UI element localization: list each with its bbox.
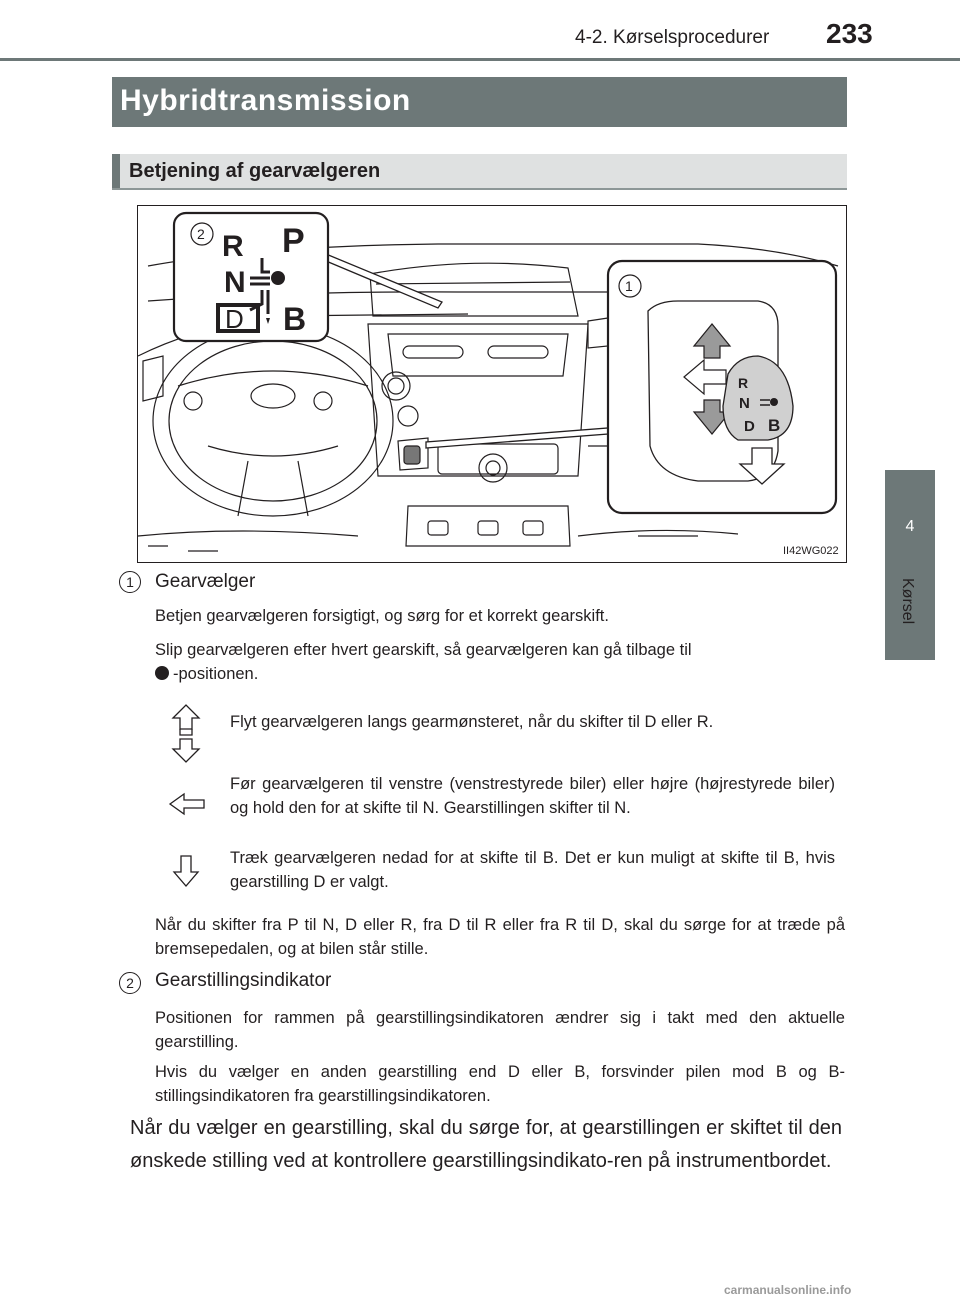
item-1-para-2-line-2: -positionen. bbox=[173, 665, 259, 683]
item-1-para-2 bbox=[155, 638, 845, 686]
item-1-para-1: Betjen gearvælgeren forsigtigt, og sørg for et korrekt gearskift. bbox=[155, 607, 609, 625]
indicator-letter-n: N bbox=[224, 266, 246, 299]
item-2-para-2: Hvis du vælger en anden gearstilling end D eller B, forsvinder pilen mod B og B-stillingsindikatoren fra gearstillingsindikatoren. bbox=[155, 1063, 845, 1105]
indicator-letter-p: P bbox=[282, 222, 305, 260]
indicator-letter-r: R bbox=[222, 230, 244, 263]
watermark: carmanualsonline.info bbox=[724, 1283, 852, 1297]
table-row-2-text: Før gearvælgeren til venstre (venstrestyrede biler) eller højre (højrestyrede biler) og hold den for at skifte til N. Gearstillingen skifter til N. bbox=[230, 775, 835, 817]
item-1-note: Når du skifter fra P til N, D eller R, fra D til R eller fra R til D, skal du sørge for at træde på bremsepedalen, og at bilen står stille. bbox=[155, 916, 845, 958]
page-title-bar bbox=[112, 77, 847, 127]
table-row-1-text: Flyt gearvælgeren langs gearmønsteret, når du skifter til D eller R. bbox=[230, 713, 714, 731]
item-1-para-2-line-1: Slip gearvælgeren efter hvert gearskift, så gearvælgeren kan gå tilbage til bbox=[155, 641, 692, 659]
subtitle-accent bbox=[112, 154, 120, 188]
item-2-para-1: Positionen for rammen på gearstillingsindikatoren ændrer sig i takt med den aktuelle gearstilling. bbox=[155, 1009, 845, 1051]
indicator-letter-d: D bbox=[225, 304, 244, 334]
knob-letter-d: D bbox=[744, 418, 755, 435]
item-1-badge: 1 bbox=[119, 571, 141, 593]
callout-1-label: 1 bbox=[625, 278, 633, 294]
chapter-number: 4 bbox=[905, 518, 915, 535]
up-down-arrows-icon bbox=[170, 703, 204, 765]
callout-2-label: 2 bbox=[197, 226, 205, 242]
knob-letter-r: R bbox=[738, 375, 749, 391]
subtitle: Betjening af gearvælgeren bbox=[129, 160, 381, 182]
chapter-tab[interactable] bbox=[885, 470, 935, 660]
table-row-3-text: Træk gearvælgeren nedad for at skifte til B. Det er kun muligt at skifte til B, hvis gearstilling D er valgt. bbox=[230, 849, 835, 891]
dashboard-illustration bbox=[137, 205, 847, 563]
figure-code: II42WG022 bbox=[783, 545, 839, 557]
neutral-dot-icon bbox=[155, 666, 169, 680]
item-2-heading: Gearstillingsindikator bbox=[155, 970, 332, 991]
item-1-heading: Gearvælger bbox=[155, 571, 256, 592]
indicator-letter-b: B bbox=[283, 301, 307, 337]
page-title: Hybridtransmission bbox=[120, 84, 411, 117]
down-arrow-icon bbox=[172, 854, 200, 888]
knob-letter-n: N bbox=[739, 395, 750, 412]
header-rule bbox=[0, 58, 960, 61]
chapter-label: Kørsel bbox=[899, 578, 916, 625]
dashboard-drawing bbox=[138, 206, 847, 563]
page-number: 233 bbox=[826, 18, 873, 49]
left-arrow-icon bbox=[168, 792, 206, 816]
knob-letter-b: B bbox=[768, 416, 781, 435]
section-title: 4-2. Kørselsprocedurer bbox=[575, 27, 770, 48]
subtitle-bar bbox=[112, 154, 847, 190]
item-2-badge: 2 bbox=[119, 972, 141, 994]
closing-paragraph: Når du vælger en gearstilling, skal du sørge for, at gearstillingen er skiftet til den ønskede stilling ved at kontrollere gearstillingsindikato-ren på instrumentbordet. bbox=[130, 1117, 842, 1172]
